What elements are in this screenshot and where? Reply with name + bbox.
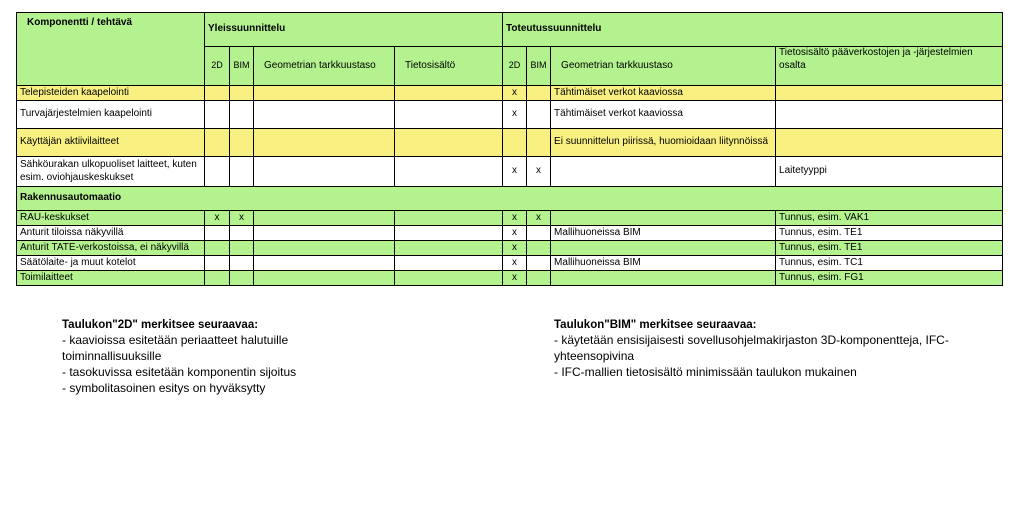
notes-bim-line: - IFC-mallien tietosisältö minimissään taulukon mukainen [554,365,857,380]
cell-ygeom [254,157,395,187]
cell-tbim [527,241,551,256]
header-2d: 2D [205,47,230,86]
cell-ygeom [254,226,395,241]
table-row [17,211,1003,226]
table-row [17,226,1003,241]
cell-tbim: x [527,157,551,187]
table-row [17,271,1003,286]
cell-y2d [205,256,230,271]
requirements-table [16,12,1003,286]
cell-y2d [205,241,230,256]
notes-2d [62,318,362,397]
cell-ttieto: Tunnus, esim. VAK1 [776,211,1003,226]
cell-ytieto [395,101,503,129]
cell-ytieto [395,271,503,286]
cell-ybim: x [230,211,254,226]
cell-ygeom [254,256,395,271]
notes-bim-title: Taulukon"BIM" merkitsee seuraavaa: [554,319,757,331]
cell-ytieto [395,211,503,226]
cell-y2d [205,157,230,187]
cell-tbim [527,256,551,271]
header-geometria: Geometrian tarkkuustaso [254,47,395,86]
header-tietosisalto: Tietosisältö [395,47,503,86]
notes-2d-line: - kaavioissa esitetään periaatteet halutuille toiminnallisuuksille [62,333,289,364]
table-row [17,256,1003,271]
cell-tbim [527,226,551,241]
cell-tbim [527,129,551,157]
cell-y2d [205,271,230,286]
cell-tgeom: Ei suunnittelun piirissä, huomioidaan liitynnöissä [551,129,776,157]
cell-tbim [527,86,551,101]
cell-tgeom [551,241,776,256]
table-row [17,157,1003,187]
cell-ytieto [395,226,503,241]
table-row [17,101,1003,129]
cell-name: Telepisteiden kaapelointi [17,86,205,101]
cell-t2d: x [503,101,527,129]
cell-ttieto: Tunnus, esim. TE1 [776,241,1003,256]
cell-ybim [230,226,254,241]
cell-ttieto: Tunnus, esim. TE1 [776,226,1003,241]
cell-tgeom [551,271,776,286]
cell-ttieto [776,101,1003,129]
cell-ttieto [776,129,1003,157]
cell-ygeom [254,211,395,226]
cell-t2d: x [503,86,527,101]
cell-ybim [230,271,254,286]
cell-ybim [230,129,254,157]
cell-name: Käyttäjän aktiivilaitteet [17,129,205,157]
cell-name: Säätölaite- ja muut kotelot [17,256,205,271]
cell-ytieto [395,256,503,271]
cell-ygeom [254,241,395,256]
cell-name: Turvajärjestelmien kaapelointi [17,101,205,129]
cell-y2d: x [205,211,230,226]
cell-ygeom [254,271,395,286]
cell-t2d: x [503,211,527,226]
cell-ygeom [254,101,395,129]
cell-tgeom: Tähtimäiset verkot kaaviossa [551,86,776,101]
cell-ybim [230,256,254,271]
cell-ytieto [395,86,503,101]
header-bim-toteutus: BIM [527,47,551,86]
notes-2d-line: - tasokuvissa esitetään komponentin sijoitus [62,365,297,380]
cell-t2d: x [503,157,527,187]
cell-y2d [205,129,230,157]
table-row [17,129,1003,157]
cell-ytieto [395,129,503,157]
cell-name: Anturit tiloissa näkyvillä [17,226,205,241]
cell-name: Toimilaitteet [17,271,205,286]
header-toteutussuunnittelu: Toteutussuunnittelu [503,13,1003,47]
cell-ybim [230,101,254,129]
section-rakennusautomaatio: Rakennusautomaatio [17,187,1003,211]
cell-tgeom: Mallihuoneissa BIM [551,256,776,271]
header-tietosisalto-toteutus: Tietosisältö pääverkostojen ja -järjestelmien osalta [776,47,1003,86]
cell-t2d: x [503,256,527,271]
notes-2d-line: - symbolitasoinen esitys on hyväksytty [62,381,266,396]
header-geometria-toteutus: Geometrian tarkkuustaso [551,47,776,86]
cell-ttieto: Tunnus, esim. TC1 [776,256,1003,271]
cell-ybim [230,86,254,101]
cell-y2d [205,86,230,101]
cell-y2d [205,101,230,129]
cell-tgeom [551,211,776,226]
cell-name: Sähköurakan ulkopuoliset laitteet, kuten esim. oviohjauskeskukset [17,157,205,187]
cell-name: Anturit TATE-verkostoissa, ei näkyvillä [17,241,205,256]
notes-2d-title: Taulukon"2D" merkitsee seuraavaa: [62,319,259,331]
cell-ybim [230,241,254,256]
cell-t2d [503,129,527,157]
cell-t2d: x [503,226,527,241]
cell-ybim [230,157,254,187]
notes-bim [554,318,964,381]
cell-ygeom [254,129,395,157]
header-2d-toteutus: 2D [503,47,527,86]
cell-ttieto: Tunnus, esim. FG1 [776,271,1003,286]
cell-ttieto [776,86,1003,101]
cell-tbim: x [527,211,551,226]
table-row [17,86,1003,101]
cell-tgeom: Mallihuoneissa BIM [551,226,776,241]
notes-bim-line: - käytetään ensisijaisesti sovellusohjelmakirjaston 3D-komponentteja, IFC-yhteensopivina [554,333,949,364]
cell-tbim [527,271,551,286]
cell-ytieto [395,157,503,187]
cell-tgeom [551,157,776,187]
cell-y2d [205,226,230,241]
cell-ygeom [254,86,395,101]
table-row [17,241,1003,256]
header-komponentti: Komponentti / tehtävä [17,13,205,86]
header-bim: BIM [230,47,254,86]
cell-ttieto: Laitetyyppi [776,157,1003,187]
cell-ytieto [395,241,503,256]
cell-name: RAU-keskukset [17,211,205,226]
cell-tbim [527,101,551,129]
cell-tgeom: Tähtimäiset verkot kaaviossa [551,101,776,129]
header-yleissuunnittelu: Yleissuunnittelu [205,13,503,47]
cell-t2d: x [503,271,527,286]
cell-t2d: x [503,241,527,256]
